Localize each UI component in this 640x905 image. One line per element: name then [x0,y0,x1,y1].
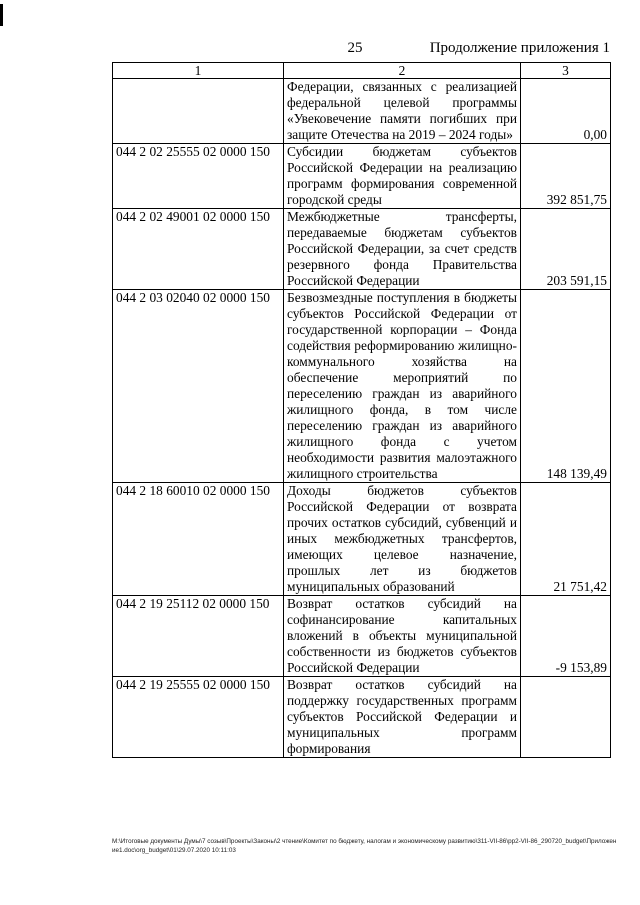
amount-cell: 21 751,42 [521,483,611,596]
file-path-footer: М:\Итоговые документы Думы\7 созыв\Проекты\Законы\2 чтение\Комитет по бюджету, налогам и экономическому развитию\311-VII-86\pp2-VII-86_290720_budget\Приложение1.doc\org_budget\01\29.07.2020 10:11:03 [112,838,617,854]
amount-cell: -9 153,89 [521,596,611,677]
budget-code-cell [113,79,284,144]
description-cell: Межбюджетные трансферты, передаваемые бюджетам субъектов Российской Федерации, за счет средств резервного фонда Правительства Российской Федерации [284,209,521,290]
appendix-table [112,62,611,758]
amount-cell [521,677,611,758]
column-number-row [113,63,611,79]
continuation-label: Продолжение приложения 1 [429,40,610,56]
budget-code-cell: 044 2 19 25555 02 0000 150 [113,677,284,758]
budget-code-cell: 044 2 18 60010 02 0000 150 [113,483,284,596]
description-cell: Доходы бюджетов субъектов Российской Федерации от возврата прочих остатков субсидий, субвенций и иных межбюджетных трансфертов, имеющих целевое назначение, прошлых лет из бюджетов муниципальных образований [284,483,521,596]
description-cell: Безвозмездные поступления в бюджеты субъектов Российской Федерации от государственной корпорации – Фонда содействия реформированию жилищно-коммунального хозяйства на обеспечение мероприятий по переселению граждан из аварийного жилищного фонда, в том числе переселению граждан из аварийного жилищного фонда с учетом необходимости развития малоэтажного жилищного строительства [284,290,521,483]
table-row [113,290,611,483]
table-row [113,596,611,677]
description-cell: Субсидии бюджетам субъектов Российской Федерации на реализацию программ формирования современной городской среды [284,144,521,209]
column-number: 1 [113,63,284,79]
page-number: 25 [347,40,363,56]
amount-cell: 392 851,75 [521,144,611,209]
description-cell: Возврат остатков субсидий на софинансирование капитальных вложений в объекты муниципальной собственности из бюджетов субъектов Российской Федерации [284,596,521,677]
budget-code-cell: 044 2 19 25112 02 0000 150 [113,596,284,677]
budget-code-cell: 044 2 03 02040 02 0000 150 [113,290,284,483]
column-number: 3 [521,63,611,79]
column-number: 2 [284,63,521,79]
table-row [113,144,611,209]
table-row [113,483,611,596]
table-row [113,209,611,290]
description-cell: Федерации, связанных с реализацией федеральной целевой программы «Увековечение памяти погибших при защите Отечества на 2019 – 2024 годы» [284,79,521,144]
amount-cell: 0,00 [521,79,611,144]
description-cell: Возврат остатков субсидий на поддержку государственных программ субъектов Российской Федерации и муниципальных программ формирования [284,677,521,758]
table-row [113,677,611,758]
amount-cell: 203 591,15 [521,209,611,290]
budget-code-cell: 044 2 02 49001 02 0000 150 [113,209,284,290]
table-row [113,79,611,144]
page-edge-mark [0,4,3,26]
amount-cell: 148 139,49 [521,290,611,483]
budget-code-cell: 044 2 02 25555 02 0000 150 [113,144,284,209]
